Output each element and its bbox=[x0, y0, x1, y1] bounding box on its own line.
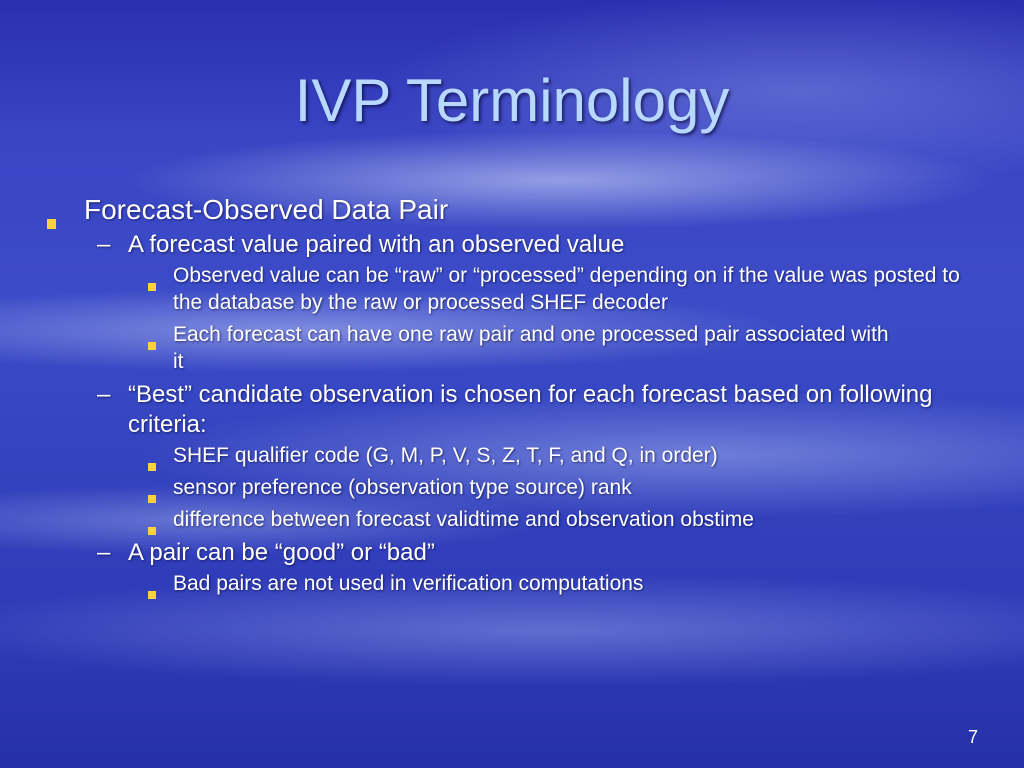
bullet-text: A pair can be “good” or “bad” bbox=[128, 539, 435, 566]
bullet-text: Bad pairs are not used in verification computations bbox=[173, 572, 644, 595]
bullet-text: A forecast value paired with an observed value bbox=[128, 231, 625, 258]
bullet-level2 bbox=[44, 230, 994, 260]
square-bullet-icon bbox=[148, 330, 156, 357]
slide-body bbox=[44, 193, 994, 602]
bullet-level3 bbox=[44, 442, 994, 469]
bullet-text: sensor preference (observation type source) rank bbox=[173, 476, 632, 499]
bullet-text: Forecast-Observed Data Pair bbox=[84, 194, 449, 225]
dash-bullet: – bbox=[97, 231, 111, 258]
bullet-level2 bbox=[44, 538, 994, 568]
slide-title: IVP Terminology bbox=[294, 67, 730, 134]
slide-number: 7 bbox=[967, 727, 978, 747]
bullet-level3 bbox=[44, 262, 983, 316]
bullet-level3 bbox=[44, 321, 903, 375]
bullet-level3 bbox=[44, 474, 994, 501]
bullet-text: difference between forecast validtime and observation obstime bbox=[173, 508, 754, 531]
bullet-text: SHEF qualifier code (G, M, P, V, S, Z, T, F, and Q, in order) bbox=[173, 444, 718, 467]
bullet-level2 bbox=[44, 380, 978, 440]
bullet-text: Observed value can be “raw” or “processed” depending on if the value was posted to the database by the raw or processed SHEF decoder bbox=[173, 264, 960, 314]
bullet-level3 bbox=[44, 506, 994, 533]
dash-bullet: – bbox=[97, 381, 111, 408]
square-bullet-icon bbox=[148, 271, 156, 298]
bullet-text: Each forecast can have one raw pair and one processed pair associated with it bbox=[173, 323, 889, 373]
bullet-level3 bbox=[44, 570, 994, 597]
bullet-level1 bbox=[44, 193, 994, 227]
square-bullet-icon bbox=[148, 579, 156, 606]
bullet-text: “Best” candidate observation is chosen for each forecast based on following criteria: bbox=[128, 381, 933, 438]
dash-bullet: – bbox=[97, 539, 111, 566]
